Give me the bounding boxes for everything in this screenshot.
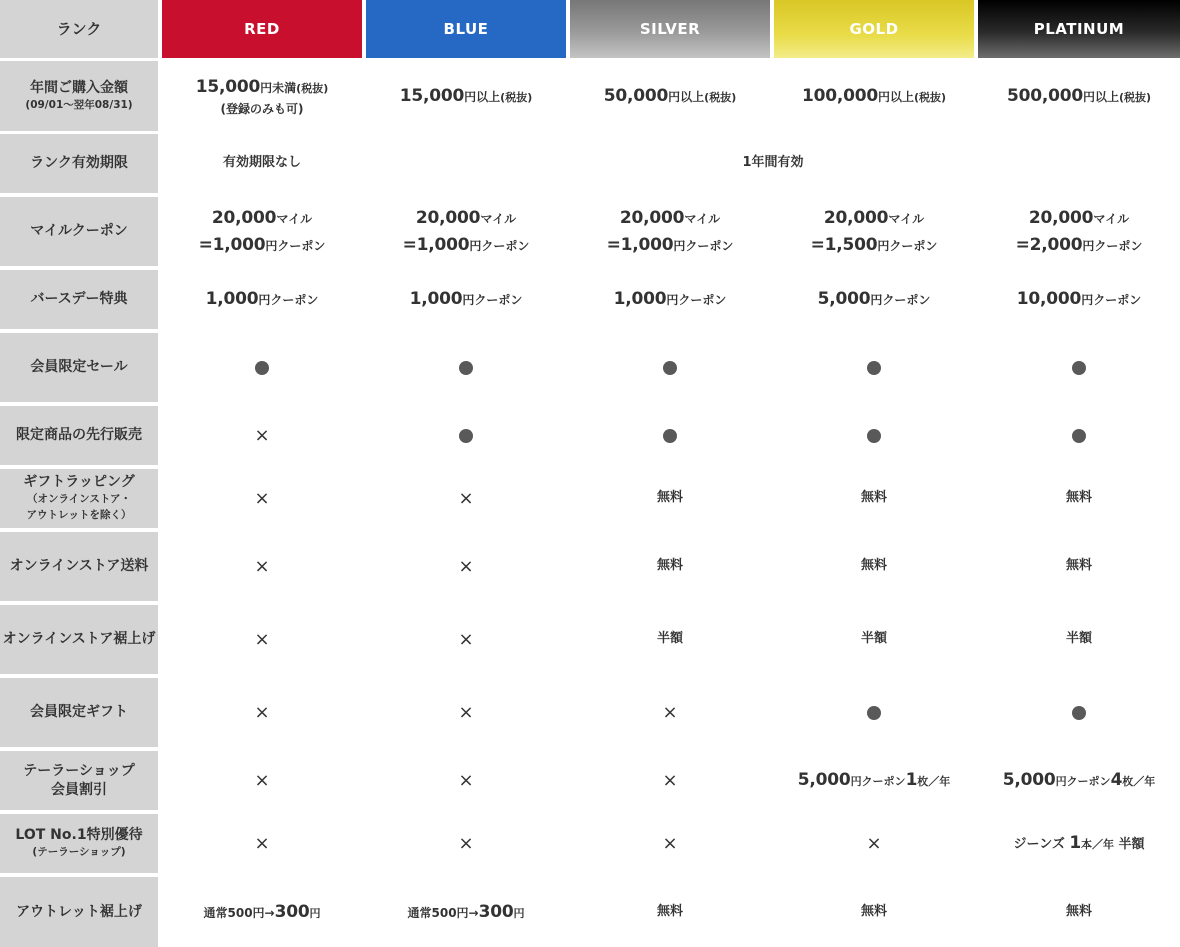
outlet-row [0, 877, 1180, 947]
purchase-label-main: 年間ご購入金額 [30, 79, 128, 96]
mile-gold-yen-unit: 円クーポン [877, 238, 938, 253]
birthday-gold [774, 270, 974, 329]
purchase-blue-tax: (税抜) [500, 90, 533, 104]
purchase-gold-unit: 円以上 [877, 89, 914, 104]
purchase-gold-amount: 100,000 [801, 85, 878, 106]
sale-red [162, 333, 362, 402]
purchase-platinum [978, 61, 1180, 131]
wrapping-label-main: ギフトラッピング [23, 474, 135, 491]
excluded-cross-icon: × [254, 555, 270, 577]
tailor-gold-amount: 5,000 [797, 770, 851, 791]
preorder-platinum [978, 406, 1180, 465]
preorder-red [162, 406, 362, 465]
preorder-label: 限定商品の先行販売 [0, 406, 158, 465]
lot-label [0, 814, 158, 873]
validity-red: 有効期限なし [222, 155, 301, 171]
purchase-red-unit: 円未満 [260, 80, 297, 95]
wrapping-blue [366, 469, 566, 528]
lot-platinum-count: 1 [1069, 833, 1081, 854]
mile-silver-yen: 1,000 [620, 234, 674, 255]
outlet-red [162, 877, 362, 947]
tailor-platinum [978, 751, 1180, 810]
gift-silver [570, 678, 770, 747]
tailor-platinum-amount: 5,000 [1002, 770, 1056, 791]
gift-blue [366, 678, 566, 747]
lot-platinum [978, 814, 1180, 873]
birthday-red [162, 270, 362, 329]
purchase-blue-amount: 15,000 [399, 85, 465, 106]
outlet-blue-yen: 円 [513, 906, 525, 920]
lot-platinum-unit: 本／年 [1081, 838, 1114, 852]
birthday-platinum-amount: 10,000 [1016, 289, 1082, 310]
preorder-blue [366, 406, 566, 465]
mile-silver-eq: = [606, 234, 621, 255]
mile-silver-mile-unit: マイル [684, 212, 721, 227]
sale-gold [774, 333, 974, 402]
included-dot-icon [1072, 361, 1086, 375]
included-dot-icon [1072, 429, 1086, 443]
wrapping-label-sub1: （オンラインストア・ [26, 493, 132, 506]
included-dot-icon [867, 429, 881, 443]
shipping-label: オンラインストア送料 [0, 532, 158, 601]
mile-blue-yen-unit: 円クーポン [469, 238, 530, 253]
shipping-red [162, 532, 362, 601]
birthday-gold-amount: 5,000 [817, 289, 871, 310]
mile-silver [570, 197, 770, 266]
lot-silver [570, 814, 770, 873]
mile-gold-mile-unit: マイル [888, 212, 925, 227]
mile-label: マイルクーポン [0, 197, 158, 266]
lot-label-main: LOT No.1特別優待 [15, 827, 143, 844]
mile-platinum-yen: 2,000 [1029, 234, 1083, 255]
tailor-blue [366, 751, 566, 810]
preorder-silver [570, 406, 770, 465]
mile-row [0, 197, 1180, 266]
tailor-gold-count: 1 [905, 770, 918, 791]
birthday-silver-amount: 1,000 [613, 289, 667, 310]
purchase-silver [570, 61, 770, 131]
lot-row [0, 814, 1180, 873]
gift-red [162, 678, 362, 747]
purchase-gold-tax: (税抜) [913, 90, 947, 104]
included-dot-icon [1072, 706, 1086, 720]
rank-header-label: ランク [0, 0, 158, 58]
shipping-row [0, 532, 1180, 601]
tier-silver-header: SILVER [570, 0, 770, 58]
wrapping-row [0, 469, 1180, 528]
shipping-blue [366, 532, 566, 601]
mile-blue-eq: = [402, 234, 417, 255]
sale-row [0, 333, 1180, 402]
preorder-row [0, 406, 1180, 465]
gift-platinum [978, 678, 1180, 747]
mile-platinum-mile-unit: マイル [1093, 212, 1130, 227]
excluded-cross-icon: × [458, 769, 474, 791]
tailor-platinum-count: 4 [1110, 770, 1123, 791]
purchase-silver-amount: 50,000 [603, 85, 669, 106]
excluded-cross-icon: × [254, 487, 270, 509]
mile-platinum-eq: = [1015, 234, 1030, 255]
purchase-silver-unit: 円以上 [668, 89, 705, 104]
wrapping-gold: 無料 [860, 490, 887, 506]
birthday-row [0, 270, 1180, 329]
tailor-platinum-per: 枚／年 [1122, 775, 1156, 789]
wrapping-red [162, 469, 362, 528]
mile-red-mile-unit: マイル [276, 212, 313, 227]
outlet-platinum: 無料 [1065, 903, 1092, 919]
birthday-silver-unit: 円クーポン [666, 293, 727, 308]
tailor-label [0, 751, 158, 810]
included-dot-icon [459, 429, 473, 443]
mile-gold [774, 197, 974, 266]
outlet-label: アウトレット裾上げ [0, 877, 158, 947]
hemming-gold: 半額 [860, 631, 887, 647]
mile-red-yen: 1,000 [212, 234, 266, 255]
included-dot-icon [663, 429, 677, 443]
mile-blue-mile-unit: マイル [480, 212, 517, 227]
tailor-gold-per: 枚／年 [917, 775, 951, 789]
validity-row [0, 134, 1180, 193]
purchase-platinum-unit: 円以上 [1082, 89, 1119, 104]
excluded-cross-icon: × [254, 769, 270, 791]
purchase-silver-tax: (税抜) [704, 90, 737, 104]
excluded-cross-icon: × [458, 555, 474, 577]
excluded-cross-icon: × [254, 832, 270, 854]
excluded-cross-icon: × [458, 487, 474, 509]
sale-label: 会員限定セール [0, 333, 158, 402]
purchase-red [162, 61, 362, 131]
outlet-silver: 無料 [656, 903, 683, 919]
tier-gold-header: GOLD [774, 0, 974, 58]
included-dot-icon [255, 361, 269, 375]
mile-gold-eq: = [810, 234, 825, 255]
outlet-red-yen: 円 [309, 906, 321, 920]
included-dot-icon [867, 361, 881, 375]
purchase-red-note: (登録のみも可) [220, 101, 304, 116]
preorder-gold [774, 406, 974, 465]
wrapping-silver: 無料 [656, 490, 683, 506]
mile-blue-miles: 20,000 [415, 208, 481, 229]
hemming-row [0, 605, 1180, 674]
purchase-label-period: (09/01〜翌年08/31) [25, 98, 133, 111]
excluded-cross-icon: × [458, 832, 474, 854]
lot-label-sub: (テーラーショップ) [32, 846, 126, 859]
mile-red-miles: 20,000 [211, 208, 277, 229]
hemming-red [162, 605, 362, 674]
included-dot-icon [663, 361, 677, 375]
lot-gold [774, 814, 974, 873]
birthday-platinum-unit: 円クーポン [1081, 293, 1142, 308]
excluded-cross-icon: × [254, 424, 270, 446]
tailor-silver [570, 751, 770, 810]
tier-blue-header: BLUE [366, 0, 566, 58]
outlet-blue-price: 300 [478, 901, 514, 922]
birthday-platinum [978, 270, 1180, 329]
shipping-gold: 無料 [860, 558, 887, 574]
gift-row [0, 678, 1180, 747]
wrapping-label [0, 469, 158, 528]
tailor-label-line2: 会員割引 [51, 781, 107, 798]
purchase-red-amount: 15,000 [195, 76, 261, 97]
lot-red [162, 814, 362, 873]
birthday-gold-unit: 円クーポン [870, 293, 931, 308]
shipping-platinum: 無料 [1065, 558, 1092, 574]
outlet-blue [366, 877, 566, 947]
validity-others: 1年間有効 [742, 155, 804, 171]
purchase-gold [774, 61, 974, 131]
tailor-row [0, 751, 1180, 810]
mile-red [162, 197, 362, 266]
purchase-blue [366, 61, 566, 131]
hemming-blue [366, 605, 566, 674]
lot-platinum-benefit: 半額 [1114, 837, 1145, 853]
mile-red-yen-unit: 円クーポン [265, 238, 326, 253]
sale-platinum [978, 333, 1180, 402]
mile-silver-yen-unit: 円クーポン [673, 238, 734, 253]
mile-silver-miles: 20,000 [619, 208, 685, 229]
gift-gold [774, 678, 974, 747]
mile-blue-yen: 1,000 [416, 234, 470, 255]
excluded-cross-icon: × [662, 701, 678, 723]
birthday-blue-unit: 円クーポン [462, 293, 523, 308]
tailor-label-line1: テーラーショップ [23, 762, 135, 779]
excluded-cross-icon: × [458, 628, 474, 650]
hemming-silver: 半額 [656, 631, 683, 647]
wrapping-platinum: 無料 [1065, 490, 1092, 506]
mile-blue [366, 197, 566, 266]
lot-blue [366, 814, 566, 873]
purchase-label [0, 61, 158, 131]
excluded-cross-icon: × [254, 628, 270, 650]
shipping-silver: 無料 [656, 558, 683, 574]
tailor-platinum-unit: 円クーポン [1055, 775, 1111, 789]
gift-label: 会員限定ギフト [0, 678, 158, 747]
excluded-cross-icon: × [662, 832, 678, 854]
birthday-blue [366, 270, 566, 329]
outlet-gold: 無料 [860, 903, 887, 919]
outlet-red-price: 300 [274, 901, 310, 922]
mile-gold-yen: 1,500 [824, 234, 878, 255]
rank-header-row [0, 0, 1180, 58]
birthday-blue-amount: 1,000 [409, 289, 463, 310]
validity-label: ランク有効期限 [0, 134, 158, 193]
birthday-silver [570, 270, 770, 329]
mile-platinum [978, 197, 1180, 266]
purchase-row [0, 61, 1180, 131]
excluded-cross-icon: × [458, 701, 474, 723]
included-dot-icon [867, 706, 881, 720]
tailor-gold [774, 751, 974, 810]
purchase-platinum-amount: 500,000 [1006, 85, 1083, 106]
outlet-red-normal: 通常500円→ [203, 905, 275, 920]
mile-platinum-yen-unit: 円クーポン [1082, 238, 1143, 253]
mile-platinum-miles: 20,000 [1028, 208, 1094, 229]
sale-silver [570, 333, 770, 402]
mile-red-eq: = [198, 234, 213, 255]
birthday-red-unit: 円クーポン [258, 293, 319, 308]
mile-gold-miles: 20,000 [823, 208, 889, 229]
hemming-platinum: 半額 [1065, 631, 1092, 647]
birthday-red-amount: 1,000 [205, 289, 259, 310]
purchase-blue-unit: 円以上 [464, 89, 501, 104]
included-dot-icon [459, 361, 473, 375]
hemming-label: オンラインストア裾上げ [0, 605, 158, 674]
outlet-blue-normal: 通常500円→ [407, 905, 479, 920]
purchase-platinum-tax: (税抜) [1118, 90, 1152, 104]
tailor-gold-unit: 円クーポン [850, 775, 906, 789]
excluded-cross-icon: × [866, 832, 882, 854]
purchase-red-tax: (税抜) [296, 81, 329, 95]
wrapping-label-sub2: アウトレットを除く） [26, 508, 132, 521]
lot-platinum-item: ジーンズ [1013, 837, 1070, 853]
tier-platinum-header: PLATINUM [978, 0, 1180, 58]
tailor-red [162, 751, 362, 810]
birthday-label: バースデー特典 [0, 270, 158, 329]
excluded-cross-icon: × [254, 701, 270, 723]
sale-blue [366, 333, 566, 402]
excluded-cross-icon: × [662, 769, 678, 791]
tier-red-header: RED [162, 0, 362, 58]
